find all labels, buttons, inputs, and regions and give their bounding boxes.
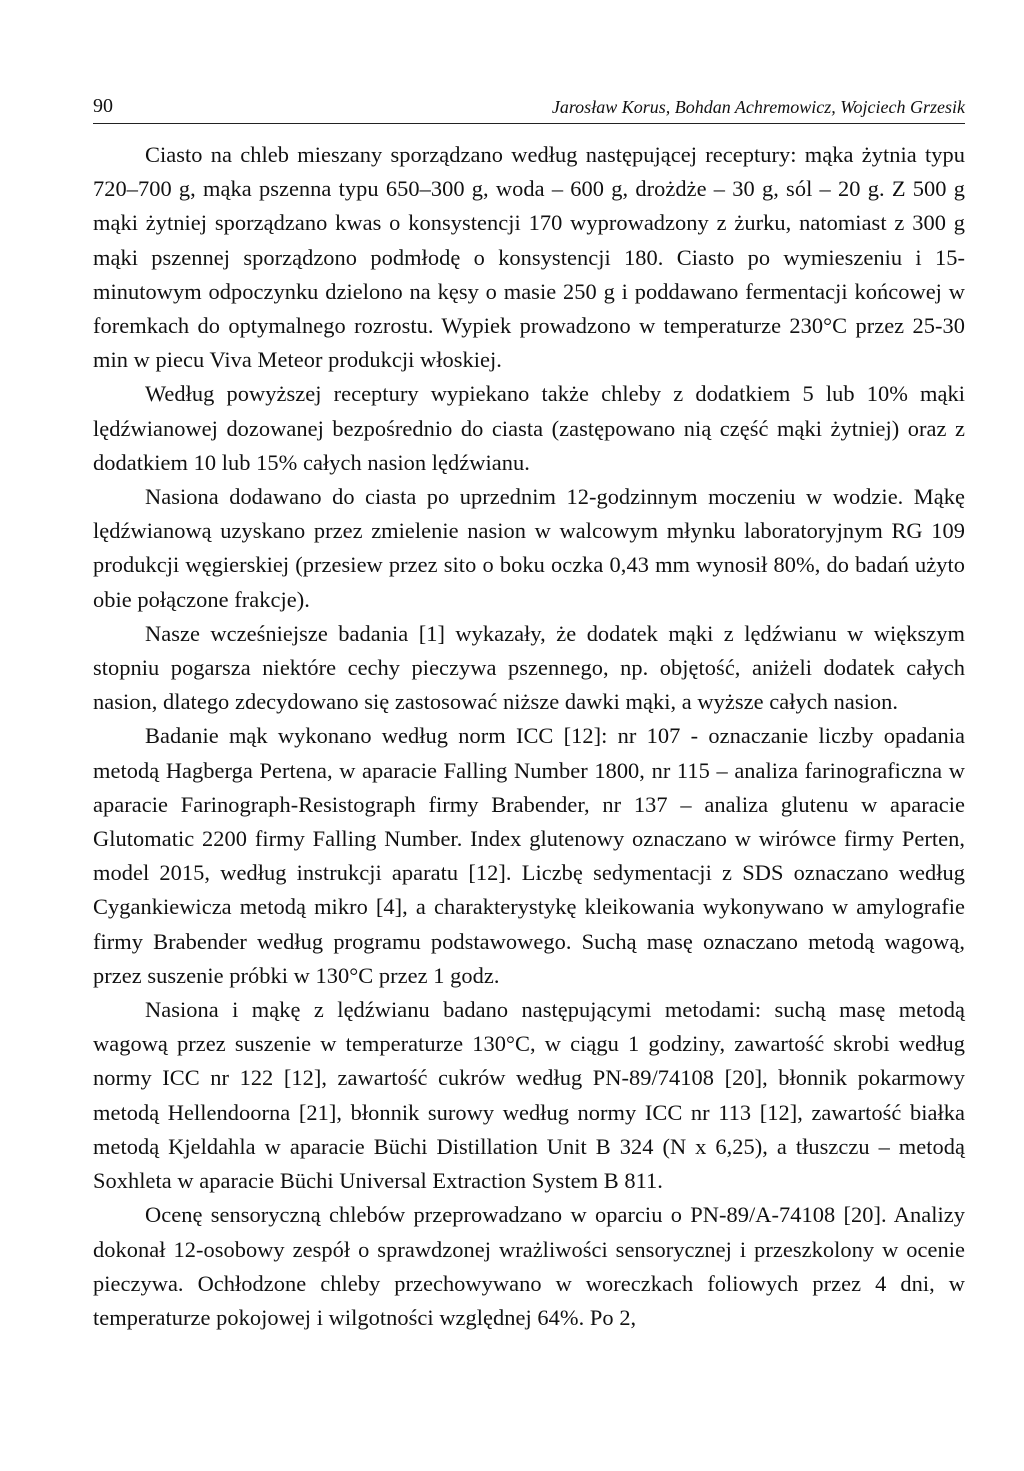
paragraph-seed-analysis-methods: Nasiona i mąkę z lędźwianu badano następującymi metodami: suchą masę metodą wagową przez suszenie w temperaturze 130°C, w ciągu 1 godziny, zawartość skrobi według normy ICC nr 122 [12], zawartość cukrów według PN-89/74108 [20], błonnik pokarmowy metodą Hellendoorna [21], błonnik surowy według normy ICC nr 113 [12], zawartość białka metodą Kjeldahla w aparacie Büchi Distillation Unit B 324 (N x 6,25), a tłuszczu – metodą Soxhleta w aparacie Büchi Universal Extraction System B 811. <box>93 997 965 1194</box>
page-number: 90 <box>93 95 113 117</box>
paragraph-sensory-evaluation: Ocenę sensoryczną chlebów przeprowadzano w oparciu o PN-89/A-74108 [20]. Analizy dokonał 12-osobowy zespół o sprawdzonej wrażliwości sensorycznej i przeszkolony w ocenie pieczywa. Ochłodzone chleby przechowywano w woreczkach foliowych przez 4 dni, w temperaturze pokojowej i wilgotności względnej 64%. Po 2, <box>93 1202 965 1330</box>
paragraph-grass-pea-additions: Według powyższej receptury wypiekano także chleby z dodatkiem 5 lub 10% mąki lędźwianowej dozowanej bezpośrednio do ciasta (zastępowano nią część mąki żytniej) oraz z dodatkiem 10 lub 15% całych nasion lędźwianu. <box>93 381 965 475</box>
paragraph-previous-research: Nasze wcześniejsze badania [1] wykazały, że dodatek mąki z lędźwianu w większym stopniu pogarsza niektóre cechy pieczywa pszennego, np. objętość, aniżeli dodatek całych nasion, dlatego zdecydowano się zastosować niższe dawki mąki, a wyższe całych nasion. <box>93 620 965 715</box>
journal-page <box>93 93 965 1335</box>
paragraph-dough-recipe: Ciasto na chleb mieszany sporządzano według następującej receptury: mąka żytnia typu 720–700 g, mąka pszenna typu 650–300 g, woda – 600 g, drożdże – 30 g, sól – 20 g. Z 500 g mąki żytniej sporządzano kwas o konsystencji 170 wyprowadzony z żurku, natomiast z 300 g mąki pszennej sporządzono podmłodę o konsystencji 180. Ciasto po wymieszeniu i 15-minutowym odpoczynku dzielono na kęsy o masie 250 g i poddawano fermentacji końcowej w foremkach do optymalnego rozrostu. Wypiek prowadzono w temperaturze 230°C przez 25-30 min w piecu Viva Meteor produkcji włoskiej. <box>93 142 965 373</box>
running-head-authors: Jarosław Korus, Bohdan Achremowicz, Wojciech Grzesik <box>551 97 965 117</box>
body-text <box>93 138 965 1335</box>
paragraph-flour-analysis-methods: Badanie mąk wykonano według norm ICC [12]: nr 107 - oznaczanie liczby opadania metodą Hagberga Pertena, w aparacie Falling Number 1800, nr 115 – analiza farinograficzna w aparacie Farinograph-Resistograph firmy Brabender, nr 137 – analiza glutenu w aparacie Glutomatic 2200 firmy Falling Number. Index glutenowy oznaczano w wirówce firmy Perten, model 2015, według instrukcji aparatu [12]. Liczbę sedymentacji z SDS oznaczano według Cygankiewicza metodą mikro [4], a charakterystykę kleikowania wykonywano w amylografie firmy Brabender według programu podstawowego. Suchą masę oznaczano metodą wagową, przez suszenie próbki w 130°C przez 1 godz. <box>93 723 965 988</box>
running-head <box>93 93 965 124</box>
paragraph-seed-preparation: Nasiona dodawano do ciasta po uprzednim 12-godzinnym moczeniu w wodzie. Mąkę lędźwianową uzyskano przez zmielenie nasion w walcowym młynku laboratoryjnym RG 109 produkcji węgierskiej (przesiew przez sito o boku oczka 0,43 mm wynosił 80%, do badań użyto obie połączone frakcje). <box>93 484 965 612</box>
